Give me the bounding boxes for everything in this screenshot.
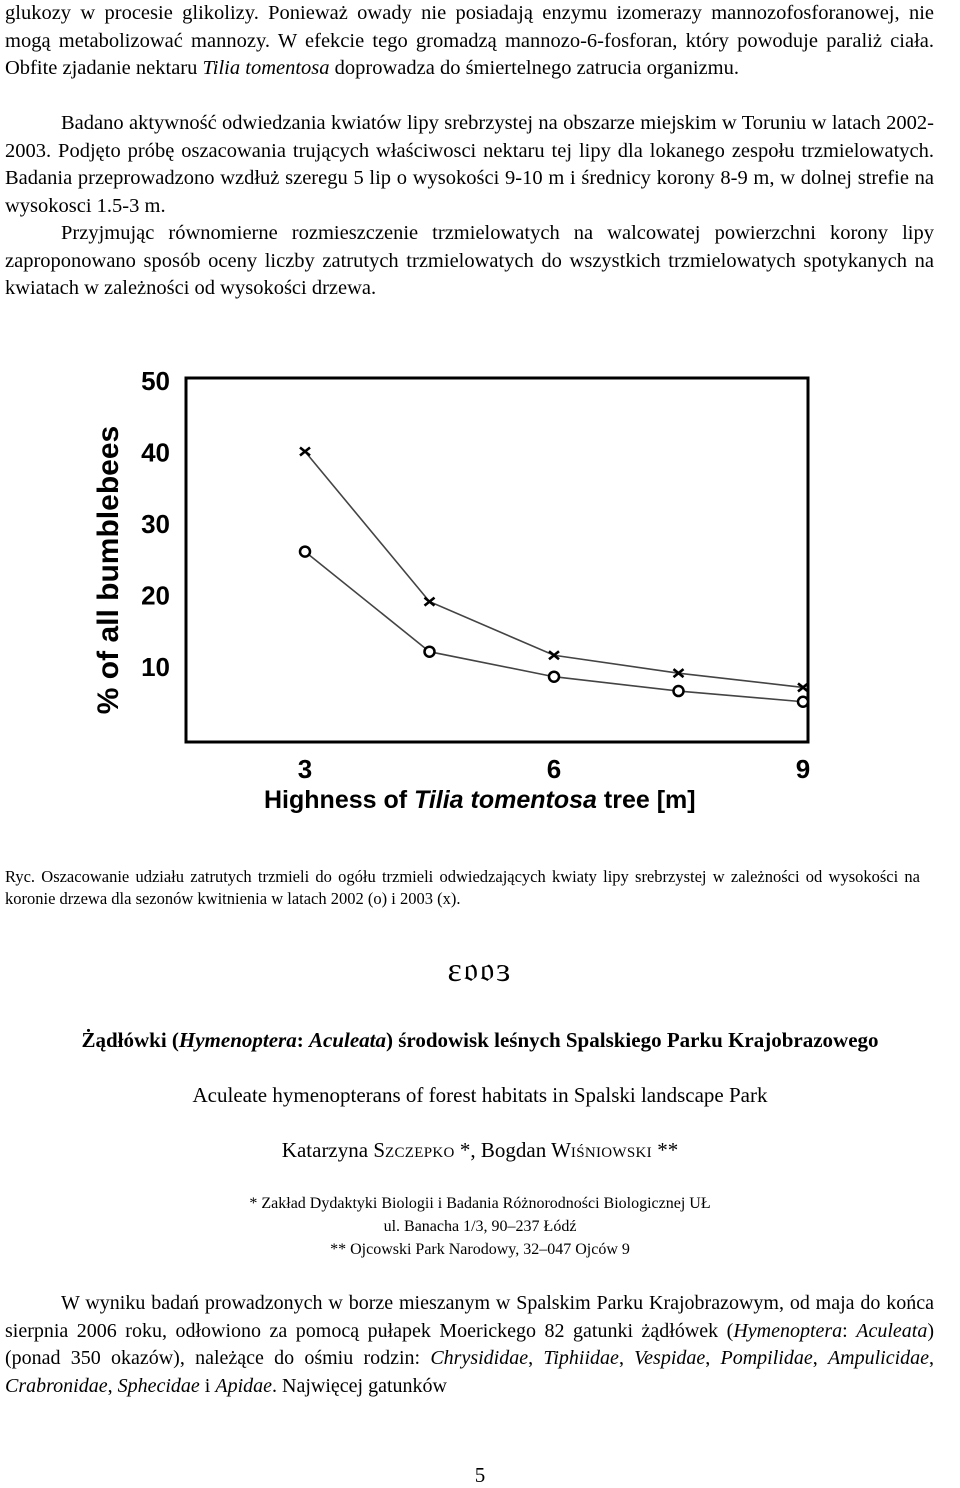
series-line-2 [305,452,803,688]
x-axis-label [264,786,696,814]
x-axis-label-end: tree [m] [596,786,696,814]
intro-text-end: doprowadza do śmiertelnego zatrucia organizmu. [334,57,740,79]
species-name: Tilia tomentosa [202,57,330,79]
article-authors [0,1138,960,1163]
article-title [0,1028,960,1053]
affiliation-2: ul. Banacha 1/3, 90–237 Łódź [383,1218,577,1235]
page-number: 5 [474,1463,486,1487]
marker-o [798,697,808,707]
author2-mark: ** [651,1138,679,1162]
marker-x [425,598,435,606]
family-6: Crabronidae [5,1374,108,1397]
family-4: Pompilidae [720,1347,813,1369]
body-sep: : [842,1319,857,1342]
body-text-b: ) (ponad 350 okazów), należące do ośmiu rodzin: [5,1319,934,1369]
family-2: Tiphiidae [543,1347,619,1369]
family-3: Vespidae [634,1347,706,1369]
marker-x [300,448,310,456]
marker-o [300,547,310,557]
family-5: Ampulicidae [827,1347,930,1369]
y-tick-label: 40 [141,437,170,468]
x-tick-label: 9 [795,754,811,784]
body-text-a: W wyniku badań prowadzonych w borze mieszanym w Spalskim Parku Krajobrazowym, od maja do końca sierpnia 2006 roku, odłowiono za pomocą pułapek Moerickego 82 gatunki żądłówek ( [5,1292,934,1342]
marker-o [674,686,684,696]
affiliation-1: * Zakład Dydaktyki Biologii i Badania Różnorodności Biologicznej UŁ [249,1195,711,1212]
marker-o [425,647,435,657]
y-tick-labels [141,366,170,682]
body-text-c: . Najwięcej gatunków [272,1374,447,1397]
plot-border [186,378,808,742]
y-tick-label: 50 [141,366,170,396]
title-part-a: Żądłówki ( [81,1028,179,1052]
body-order: Hymenoptera [733,1319,843,1342]
estimate-paragraph: Przyjmując równomierne rozmieszczenie trzmielowatych na walcowatej powierzchni korony lipy zaproponowano sposób oceny liczby zatrutych trzmielowatych do wszystkich trzmielowatych spotykanych na kwiatach w zależności od wysokości drzewa. [5,222,934,299]
title-part-b: ) środowisk leśnych Spalskiego Parku Krajobrazowego [385,1028,879,1052]
y-tick-label: 20 [141,580,170,611]
title-sep: : [296,1028,309,1052]
intro-paragraph [5,0,934,83]
family-8: Apidae [215,1374,273,1397]
x-tick-label: 6 [546,754,562,784]
marker-o [549,672,559,682]
body-suborder: Aculeata [856,1319,928,1342]
x-tick-labels [298,754,810,784]
series-markers [300,448,808,707]
decorative-ornament: ɛ𝔬𝔬ɜ [447,952,513,989]
y-axis-label: % of all bumblebees [92,425,125,715]
chart-frame [186,378,808,742]
family-1: Chrysididae [430,1347,529,1369]
title-suborder: Aculeata [308,1028,386,1052]
bumblebee-chart [80,360,840,830]
methods-paragraph: Badano aktywność odwiedzania kwiatów lipy srebrzystej na obszarze miejskim w Toruniu w latach 2002-2003. Podjęto próbę oszacowania trujących właściwosci nektaru tej lipy dla lokanego zespołu trzmielowatych. Badania przeprowadzono wzdłuż szeregu 5 lip o wysokości 9-10 m i średnicy korony 8-9 m, w dolnej strefie na wysokosci 1.5-3 m. [5,112,934,217]
body-conj: i [199,1374,216,1397]
affiliation-3: ** Ojcowski Park Narodowy, 32–047 Ojców 9 [330,1241,630,1258]
x-tick-label: 3 [297,754,313,784]
article-subtitle: Aculeate hymenopterans of forest habitats in Spalski landscape Park [192,1083,768,1107]
author1-first: Katarzyna S [281,1138,386,1162]
author2-surname: IŚNIOWSKI [570,1145,652,1161]
title-order: Hymenoptera [178,1028,297,1052]
author1-surname: ZCZEPKO [385,1145,455,1161]
x-axis-label-start: Highness of [264,786,415,814]
y-tick-label: 10 [141,652,170,682]
article-body: W wyniku badań prowadzonych w borze mieszanym w Spalskim Parku Krajobrazowym, od maja do końca sierpnia 2006 roku, odłowiono za pomocą pułapek Moerickego 82 gatunki żądłówek (Hymenoptera: Aculeata) (ponad 350 okazów), należące do ośmiu rodzin: Chrysididae, Tiphiidae, Vespidae, Pompilidae, Ampulicidae, Crabronidae, Sphecidae i Apidae. Najwięcej gatunków [5,1292,935,1397]
author-separator: *, Bogdan W [454,1138,571,1162]
y-tick-label: 30 [141,509,170,539]
series-lines [305,452,803,702]
x-axis-label-species: Tilia tomentosa [414,786,597,814]
intro-text: glukozy w procesie glikolizy. Ponieważ owady nie posiadają enzymu izomerazy mannozofosforanowej, nie mogą metabolizować mannozy. W efekcie tego gromadzą mannozo-6-fosforan, który powoduje paraliż ciała. Obfite zjadanie nektaru [5,2,934,79]
family-7: Sphecidae [117,1374,200,1397]
figure-caption: Ryc. Oszacowanie udziału zatrutych trzmieli do ogółu trzmieli odwiedzających kwiaty lipy srebrzystej w zależności od wysokości na koronie drzewa dla sezonów kwitnienia w latach 2002 (o) i 2003 (x). [5,867,920,908]
